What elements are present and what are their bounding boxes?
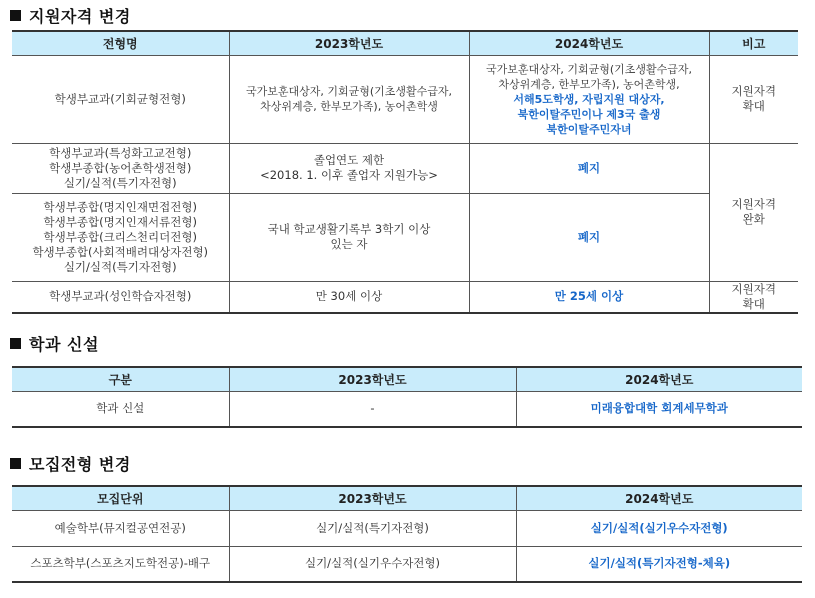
table-row [12,193,798,281]
cell-note: 지원자격 확대 [709,281,798,313]
square-bullet-icon [10,338,21,349]
table-header-row [12,486,802,510]
header-2023: 2023학년도 [229,367,516,391]
new-department-table [12,366,802,428]
section-title-new-department: 학과 신설 [10,332,99,355]
square-bullet-icon [10,458,21,469]
track-name: 학생부종합(명지인재면접전형) 학생부종합(명지인재서류전형) 학생부종합(크리스천리더전형) 학생부종합(사회적배려대상자전형) 실기/실적(특기자전형) [12,193,229,281]
cell-note: 지원자격 확대 [709,55,798,143]
header-2024: 2024학년도 [516,367,802,391]
header-category: 구분 [12,367,229,391]
cell-2024: 만 25세 이상 [469,281,709,313]
table-row [12,510,802,546]
unit-cell: 예술학부(뮤지컬공연전공) [12,510,229,546]
track-name: 학생부교과(기회균형전형) [12,55,229,143]
table-row [12,391,802,427]
cell-2023: 실기/실적(특기자전형) [229,510,516,546]
cell-note-merged: 지원자격 완화 [709,143,798,281]
square-bullet-icon [10,10,21,21]
header-2023: 2023학년도 [229,31,469,55]
cell-2023: 졸업연도 제한 <2018. 1. 이후 졸업자 지원가능> [229,143,469,193]
cell-2023: 국내 학교생활기록부 3학기 이상 있는 자 [229,193,469,281]
header-2023: 2023학년도 [229,486,516,510]
header-2024: 2024학년도 [516,486,802,510]
cell-2024: 국가보훈대상자, 기회균형(기초생활수급자, 차상위계층, 한부모가족), 농어촌학생, 서해5도학생, 자립지원 대상자, 북한이탈주민이나 제3국 출생 북한이탈주민자녀 [469,55,709,143]
track-name: 학생부교과(특성화고교전형) 학생부종합(농어촌학생전형) 실기/실적(특기자전형) [12,143,229,193]
admission-change-table [12,485,802,583]
header-track-name: 전형명 [12,31,229,55]
table-row [12,143,798,193]
cell-2023: 만 30세 이상 [229,281,469,313]
eligibility-table [12,30,798,314]
table-row [12,55,798,143]
unit-cell: 스포츠학부(스포츠지도학전공)-배구 [12,546,229,582]
header-note: 비고 [709,31,798,55]
cell-2023: - [229,391,516,427]
table-row [12,281,798,313]
cell-2024: 폐지 [469,193,709,281]
cell-2024: 폐지 [469,143,709,193]
category-cell: 학과 신설 [12,391,229,427]
cell-2024: 실기/실적(실기우수자전형) [516,510,802,546]
cell-2023: 실기/실적(실기우수자전형) [229,546,516,582]
table-row [12,546,802,582]
table-header-row [12,31,798,55]
header-2024: 2024학년도 [469,31,709,55]
cell-2024: 미래융합대학 회계세무학과 [516,391,802,427]
table-header-row [12,367,802,391]
header-unit: 모집단위 [12,486,229,510]
cell-2024: 실기/실적(특기자전형-체육) [516,546,802,582]
track-name: 학생부교과(성인학습자전형) [12,281,229,313]
section-title-eligibility: 지원자격 변경 [10,4,131,27]
section-title-admission-change: 모집전형 변경 [10,452,131,475]
cell-2023: 국가보훈대상자, 기회균형(기초생활수급자, 차상위계층, 한부모가족), 농어촌학생 [229,55,469,143]
